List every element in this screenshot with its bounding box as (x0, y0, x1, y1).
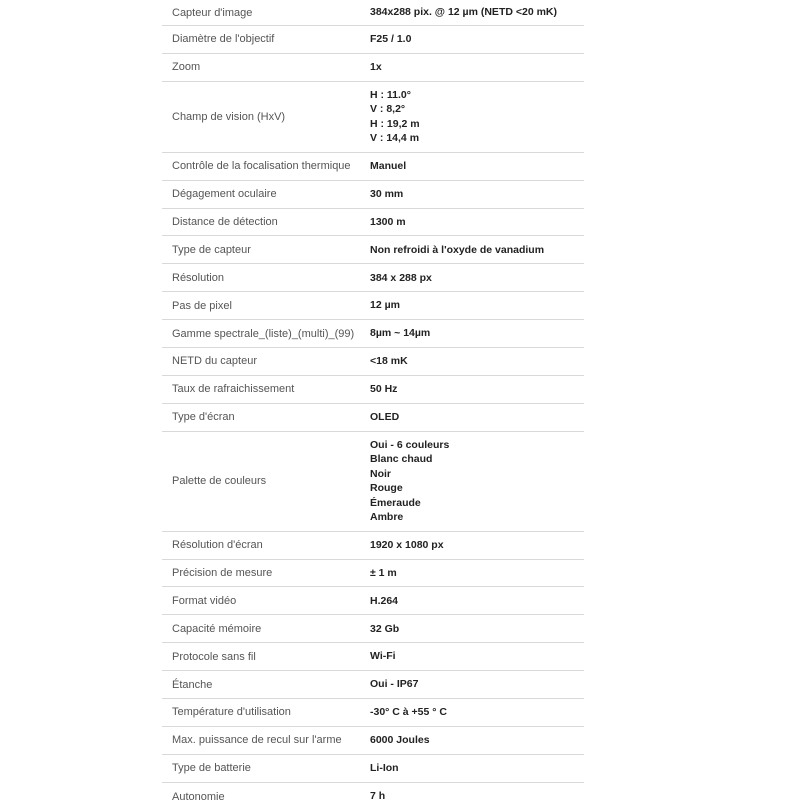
specifications-table (162, 0, 584, 811)
spec-value-line: OLED (370, 410, 400, 423)
spec-value-line: V : 14,4 m (370, 132, 420, 145)
spec-value-line: 50 Hz (370, 383, 398, 396)
spec-row (162, 643, 584, 671)
spec-value (370, 382, 584, 397)
spec-value-line: H.264 (370, 594, 399, 607)
spec-row (162, 532, 584, 560)
spec-value-line: 7 h (370, 790, 386, 803)
spec-row (162, 699, 584, 727)
spec-value (370, 622, 584, 637)
spec-row (162, 181, 584, 209)
spec-label: Autonomie (172, 790, 225, 803)
spec-value-line: 384 x 288 px (370, 271, 432, 284)
spec-label: Format vidéo (172, 594, 237, 607)
spec-value (370, 5, 584, 20)
spec-label: Distance de détection (172, 216, 278, 228)
spec-row (162, 783, 584, 811)
spec-row (162, 209, 584, 237)
spec-label: Protocole sans fil (172, 650, 256, 663)
spec-label: Taux de rafraichissement (172, 383, 295, 396)
spec-value-line: H : 19,2 m (370, 117, 420, 130)
spec-value-line: 8µm ~ 14µm (370, 327, 431, 340)
spec-label: Dégagement oculaire (172, 188, 277, 201)
spec-row (162, 320, 584, 348)
spec-label: NETD du capteur (172, 355, 257, 368)
spec-value-line: -30° C à +55 ° C (370, 706, 447, 719)
spec-value (370, 566, 584, 581)
spec-label: Max. puissance de recul sur l'arme (172, 734, 342, 747)
spec-value-line: F25 / 1.0 (370, 33, 412, 46)
spec-value (370, 88, 584, 146)
spec-value-line: 1300 m (370, 215, 406, 228)
spec-row (162, 0, 584, 26)
spec-value-line: Blanc chaud (370, 453, 433, 466)
spec-label: Résolution (172, 271, 224, 284)
spec-value-line: ± 1 m (370, 566, 397, 579)
spec-value-line: H : 11.0° (370, 88, 411, 101)
spec-row (162, 54, 584, 82)
spec-label: Palette de couleurs (172, 475, 267, 488)
spec-label: Type de batterie (172, 762, 251, 775)
spec-value (370, 354, 584, 369)
spec-value-line: Oui - 6 couleurs (370, 438, 450, 451)
spec-value (370, 438, 584, 525)
spec-label: Diamètre de l'objectif (172, 33, 275, 46)
spec-value-line: Non refroidi à l'oxyde de vanadium (370, 243, 545, 256)
spec-value (370, 761, 584, 776)
spec-value-line: 32 Gb (370, 622, 400, 635)
spec-value-line: 384x288 pix. @ 12 µm (NETD <20 mK) (370, 6, 557, 19)
spec-row (162, 82, 584, 153)
spec-value (370, 326, 584, 341)
spec-label: Capacité mémoire (172, 622, 262, 635)
spec-value-line: Émeraude (370, 496, 421, 509)
spec-label: Précision de mesure (172, 567, 273, 580)
spec-row (162, 153, 584, 181)
spec-label: Gamme spectrale_(liste)_(multi)_(99) (172, 327, 355, 340)
spec-value-line: 6000 Joules (370, 734, 430, 747)
spec-value-line: 1x (370, 61, 382, 74)
spec-value (370, 789, 584, 804)
spec-row (162, 755, 584, 783)
spec-label: Étanche (172, 678, 213, 691)
spec-row (162, 404, 584, 432)
spec-row (162, 727, 584, 755)
spec-value-line: 12 µm (370, 299, 400, 312)
spec-row (162, 615, 584, 643)
spec-label: Température d'utilisation (172, 706, 291, 719)
spec-value (370, 243, 584, 258)
spec-row (162, 236, 584, 264)
spec-value (370, 677, 584, 692)
spec-value (370, 705, 584, 720)
spec-row (162, 376, 584, 404)
spec-label: Type d'écran (172, 411, 235, 424)
spec-row (162, 264, 584, 292)
spec-row (162, 26, 584, 54)
spec-value (370, 60, 584, 75)
spec-value-line: Oui - IP67 (370, 678, 419, 691)
spec-value-line: 1920 x 1080 px (370, 538, 444, 551)
spec-value-line: 30 mm (370, 187, 404, 200)
spec-label: Type de capteur (172, 243, 251, 256)
spec-value-line: Noir (370, 467, 391, 480)
spec-row (162, 671, 584, 699)
spec-value (370, 649, 584, 664)
spec-label: Pas de pixel (172, 299, 232, 312)
spec-value (370, 594, 584, 609)
spec-value-line: Manuel (370, 159, 407, 172)
spec-value (370, 298, 584, 313)
spec-value (370, 538, 584, 553)
spec-value (370, 187, 584, 202)
spec-value-line: Rouge (370, 482, 403, 495)
spec-label: Champ de vision (HxV) (172, 110, 286, 123)
spec-value (370, 215, 584, 230)
spec-value-line: <18 mK (370, 355, 408, 368)
spec-row (162, 292, 584, 320)
spec-value-line: Ambre (370, 511, 404, 524)
spec-value (370, 410, 584, 425)
spec-value (370, 271, 584, 286)
spec-label: Zoom (172, 61, 201, 74)
spec-value (370, 159, 584, 174)
spec-row (162, 560, 584, 588)
spec-value (370, 733, 584, 748)
spec-value-line: V : 8,2° (370, 103, 406, 116)
spec-value-line: Wi-Fi (370, 650, 396, 663)
spec-label: Résolution d'écran (172, 539, 263, 552)
spec-row (162, 432, 584, 532)
spec-label: Capteur d'image (172, 6, 253, 19)
spec-row (162, 587, 584, 615)
spec-row (162, 348, 584, 376)
spec-value-line: Li-Ion (370, 762, 399, 774)
spec-value (370, 32, 584, 47)
spec-label: Contrôle de la focalisation thermique (172, 160, 351, 173)
